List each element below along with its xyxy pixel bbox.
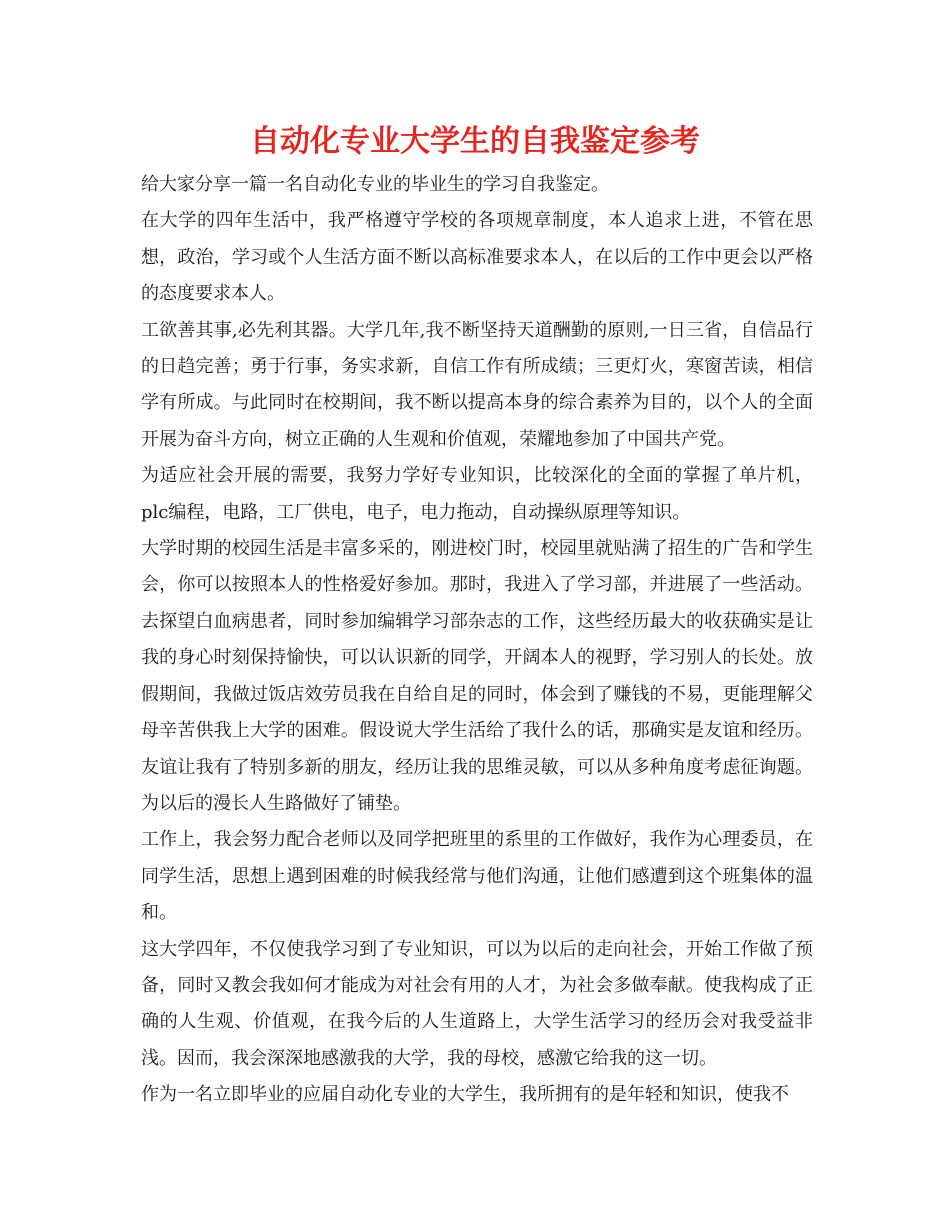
paragraph-graduate: 作为一名立即毕业的应届自动化专业的大学生，我所拥有的是年轻和知识，使我不 [141,1084,789,1106]
paragraph-work: 工作上，我会努力配合老师以及同学把班里的系里的工作做好，我作为心理委员，在同学生活，思想上遇到困难的时候我经常与他们沟通，让他们感遭到这个班集体的温和。 [141,829,813,924]
paragraph-character: 工欲善其事,必先利其器。大学几年,我不断坚持天道酬勤的原则,一日三省，自信品行的日趋完善；勇于行事，务实求新，自信工作有所成绩；三更灯火，寒窗苦读，相信学有所成。与此同时在校期间，我不断以提高本身的综合素养为目的，以个人的全面开展为奋斗方向，树立正确的人生观和价值观，荣耀地参加了中国共产党。 [141,319,813,450]
paragraph-four-years: 这大学四年，不仅使我学习到了专业知识，可以为以后的走向社会，开始工作做了预备，同时又教会我如何才能成为对社会有用的人才，为社会多做奉献。使我构成了正确的人生观、价值观，在我今后的人生道路上，大学生活学习的经历会对我受益非浅。因而，我会深深地感激我的大学，我的母校，感激它给我的这一切。 [141,938,813,1069]
paragraph-intro: 给大家分享一篇一名自动化专业的毕业生的学习自我鉴定。 [141,174,609,195]
paragraph-discipline: 在大学的四年生活中，我严格遵守学校的各项规章制度，本人追求上进，不管在思想，政治，学习或个人生活方面不断以高标准要求本人，在以后的工作中更会以严格的态度要求本人。 [141,210,813,305]
document-body [141,167,813,1114]
paragraph-knowledge: 为适应社会开展的需要，我努力学好专业知识，比较深化的全面的掌握了单片机，plc编程，电路，工厂供电，电子，电力拖动，自动操纵原理等知识。 [141,465,813,523]
document-title: 自动化专业大学生的自我鉴定参考 [250,124,700,159]
paragraph-campus-life: 大学时期的校园生活是丰富多采的，刚进校门时，校园里就贴满了招生的广告和学生会，你可以按照本人的性格爱好参加。那时，我进入了学习部，并进展了一些活动。去探望白血病患者，同时参加编辑学习部杂志的工作，这些经历最大的收获确实是让我的身心时刻保持愉快，可以认识新的同学，开阔本人的视野，学习别人的长处。放假期间，我做过饭店效劳员我在自给自足的同时，体会到了赚钱的不易，更能理解父母辛苦供我上大学的困难。假设说大学生活给了我什么的话，那确实是友谊和经历。友谊让我有了特别多新的朋友，经历让我的思维灵敏，可以从多种角度考虑征询题。为以后的漫长人生路做好了铺垫。 [141,538,813,814]
